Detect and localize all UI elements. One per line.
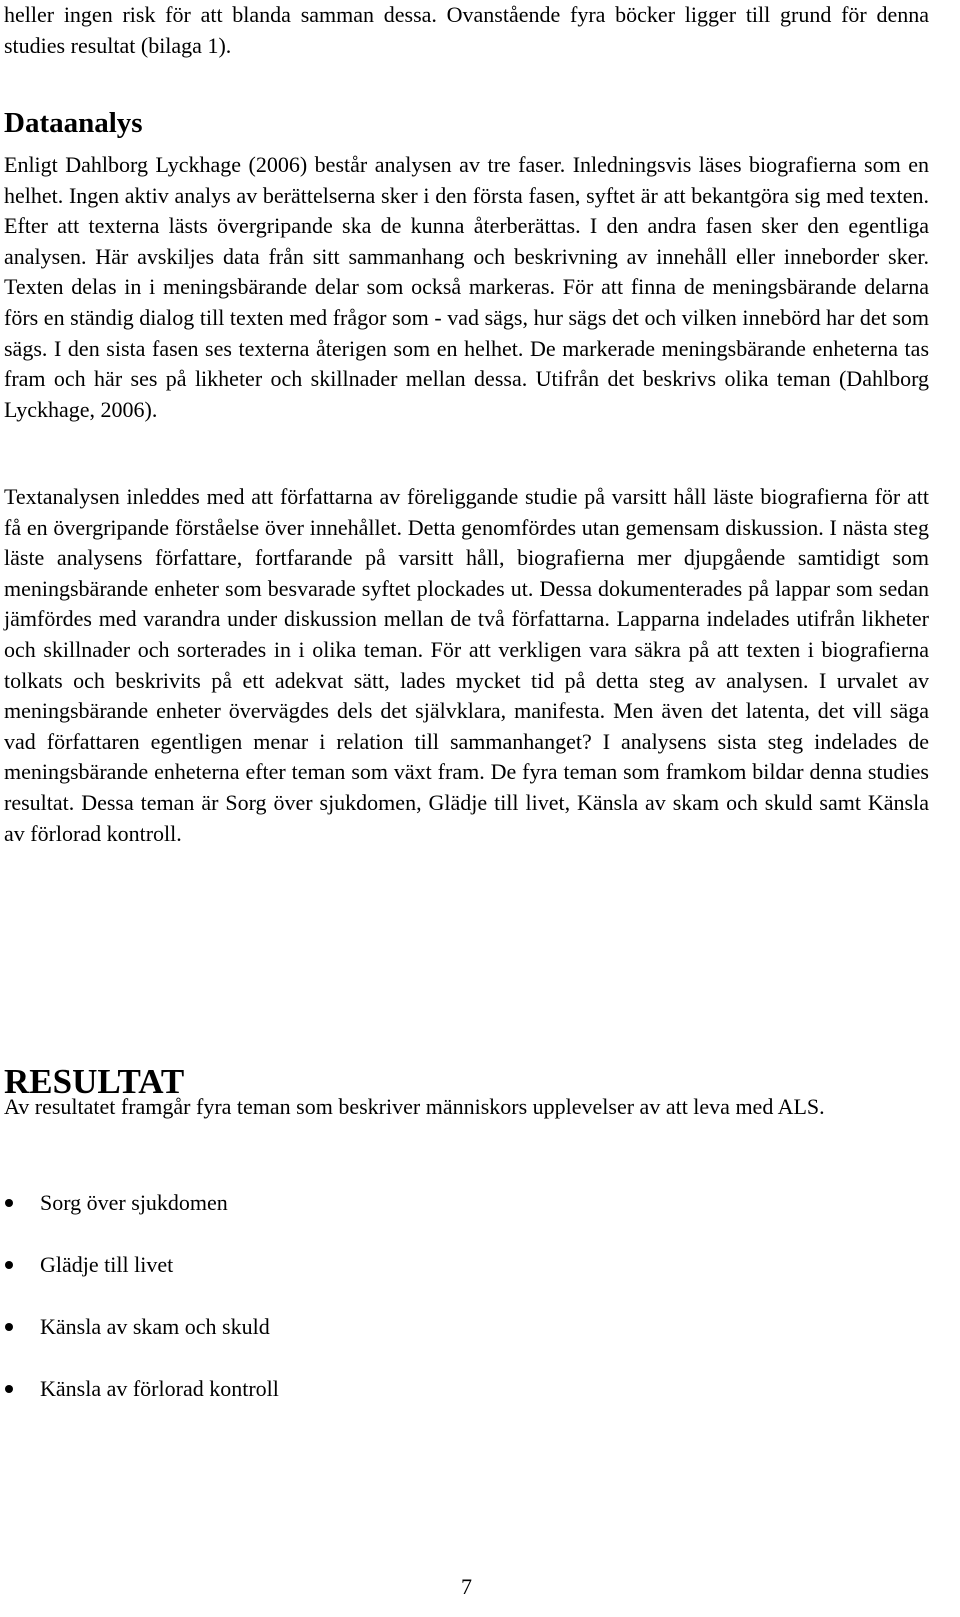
bullet-icon xyxy=(5,1323,13,1331)
list-item xyxy=(4,1250,279,1312)
intro-continuation-paragraph: heller ingen risk för att blanda samman dessa. Ovanstående fyra böcker ligger till grund för denna studies resultat (bilaga 1). xyxy=(4,2,929,58)
dataanalys-paragraph: Enligt Dahlborg Lyckhage (2006) består analysen av tre faser. Inledningsvis läses biografierna som en helhet. Ingen aktiv analys av berättelserna sker i den första fasen, syftet är att bekantgöra sig med texten. Efter att texterna lästs övergripande ska de kunna återberättas. I den andra fasen sker den egentliga analysen. Här avskiljes data från sitt sammanhang och beskrivning av innehåll eller inneborder sker. Texten delas in i meningsbärande delar som också markeras. För att finna de meningsbärande delarna förs en ständig dialog till texten med frågor som - vad sägs, hur sägs det och vilken innebörd har det som sägs. I den sista fasen ses texterna återigen som en helhet. De markerade meningsbärande enheterna tas fram och här ses på likheter och skillnader mellan dessa. Utifrån det beskrivs olika teman (Dahlborg Lyckhage, 2006). xyxy=(4,152,929,422)
theme-label: Känsla av förlorad kontroll xyxy=(40,1376,279,1401)
bullet-icon xyxy=(5,1261,13,1269)
theme-label: Sorg över sjukdomen xyxy=(40,1190,228,1215)
list-item xyxy=(4,1374,279,1436)
section-heading-resultat: RESULTAT xyxy=(4,1062,185,1101)
list-item xyxy=(4,1312,279,1374)
theme-list xyxy=(4,1188,279,1436)
textanalys-paragraph: Textanalysen inleddes med att författarna av föreliggande studie på varsitt håll läste biografierna för att få en övergripande förståelse över innehållet. Detta genomfördes utan gemensam diskussion. I nästa steg läste analysens författare, fortfarande på varsitt håll, biografierna mer djupgående samtidigt som meningsbärande enheter som besvarade syftet plockades ut. Dessa dokumenterades på lappar som sedan jämfördes med varandra under diskussion mellan de två författarna. Lapparna indelades utifrån likheter och skillnader och sorterades in i olika teman. För att verkligen vara säkra på att texten i biografierna tolkats och beskrivits på ett adekvat sätt, lades mycket tid på detta steg av analysen. I urvalet av meningsbärande enheter övervägdes dels det självklara, manifesta. Men även det latenta, det vill säga vad författaren egentligen menar i relation till sammanhanget? I analysens sista steg indelades de meningsbärande enheterna efter teman som växt fram. De fyra teman som framkom bildar denna studies resultat. Dessa teman är Sorg över sjukdomen, Glädje till livet, Känsla av skam och skuld samt Känsla av förlorad kontroll. xyxy=(4,484,929,846)
theme-label: Känsla av skam och skuld xyxy=(40,1314,270,1339)
page-number: 7 xyxy=(461,1574,472,1599)
list-item xyxy=(4,1188,279,1250)
resultat-paragraph: Av resultatet framgår fyra teman som beskriver människors upplevelser av att leva med ALS. xyxy=(4,1094,825,1119)
bullet-icon xyxy=(5,1385,13,1393)
bullet-icon xyxy=(5,1199,13,1207)
theme-label: Glädje till livet xyxy=(40,1252,174,1277)
section-heading-dataanalys: Dataanalys xyxy=(4,107,143,139)
